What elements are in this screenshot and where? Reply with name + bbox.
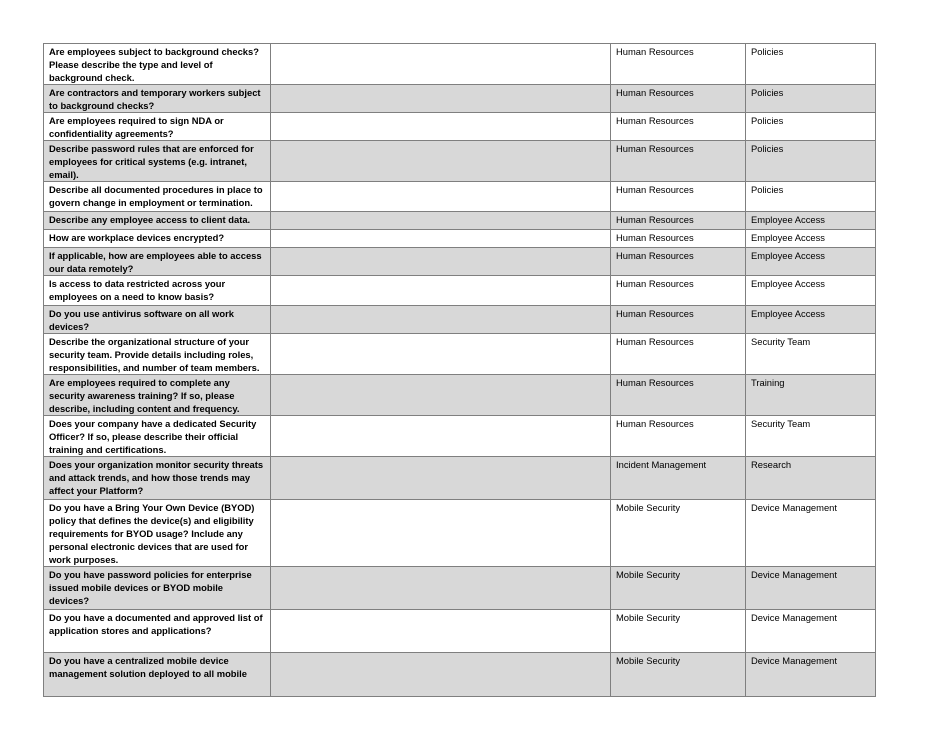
category-cell: Security Team — [746, 416, 876, 457]
answer-cell[interactable] — [271, 567, 611, 610]
question-cell: Do you have a Bring Your Own Device (BYOD) policy that defines the device(s) and eligibility requirements for BYOD usage? Include any personal electronic devices that are used for work purposes. — [44, 500, 271, 567]
table-row — [44, 500, 876, 567]
category-cell: Policies — [746, 141, 876, 182]
area-cell: Human Resources — [611, 248, 746, 276]
table-row — [44, 306, 876, 334]
table-row — [44, 44, 876, 85]
category-cell: Employee Access — [746, 212, 876, 230]
question-cell: Do you have a documented and approved list of application stores and applications? — [44, 610, 271, 653]
answer-cell[interactable] — [271, 375, 611, 416]
category-cell: Employee Access — [746, 276, 876, 306]
question-cell: Do you have a centralized mobile device management solution deployed to all mobile — [44, 653, 271, 697]
question-cell: Are employees required to sign NDA or confidentiality agreements? — [44, 113, 271, 141]
area-cell: Human Resources — [611, 85, 746, 113]
question-cell: Describe the organizational structure of your security team. Provide details including roles, responsibilities, and number of team members. — [44, 334, 271, 375]
area-cell: Human Resources — [611, 306, 746, 334]
answer-cell[interactable] — [271, 113, 611, 141]
question-cell: Do you use antivirus software on all work devices? — [44, 306, 271, 334]
table-row — [44, 653, 876, 697]
answer-cell[interactable] — [271, 334, 611, 375]
category-cell: Security Team — [746, 334, 876, 375]
question-cell: Do you have password policies for enterprise issued mobile devices or BYOD mobile devices? — [44, 567, 271, 610]
area-cell: Human Resources — [611, 230, 746, 248]
answer-cell[interactable] — [271, 306, 611, 334]
area-cell: Mobile Security — [611, 567, 746, 610]
answer-cell[interactable] — [271, 44, 611, 85]
category-cell: Device Management — [746, 500, 876, 567]
area-cell: Human Resources — [611, 44, 746, 85]
table-row — [44, 457, 876, 500]
question-cell: Does your organization monitor security threats and attack trends, and how those trends may affect your Platform? — [44, 457, 271, 500]
category-cell: Device Management — [746, 610, 876, 653]
table-row — [44, 375, 876, 416]
area-cell: Incident Management — [611, 457, 746, 500]
answer-cell[interactable] — [271, 457, 611, 500]
question-cell: Describe password rules that are enforced for employees for critical systems (e.g. intranet, email). — [44, 141, 271, 182]
answer-cell[interactable] — [271, 500, 611, 567]
table-row — [44, 85, 876, 113]
area-cell: Human Resources — [611, 182, 746, 212]
area-cell: Mobile Security — [611, 610, 746, 653]
table-row — [44, 276, 876, 306]
question-cell: Are employees subject to background checks? Please describe the type and level of background check. — [44, 44, 271, 85]
area-cell: Mobile Security — [611, 653, 746, 697]
table-row — [44, 182, 876, 212]
table-row — [44, 567, 876, 610]
answer-cell[interactable] — [271, 141, 611, 182]
answer-cell[interactable] — [271, 276, 611, 306]
question-cell: Describe all documented procedures in place to govern change in employment or termination. — [44, 182, 271, 212]
question-cell: Are employees required to complete any security awareness training? If so, please describe, including content and frequency. — [44, 375, 271, 416]
question-cell: If applicable, how are employees able to access our data remotely? — [44, 248, 271, 276]
category-cell: Employee Access — [746, 306, 876, 334]
table-row — [44, 610, 876, 653]
area-cell: Human Resources — [611, 334, 746, 375]
question-cell: Does your company have a dedicated Security Officer? If so, please describe their official training and certifications. — [44, 416, 271, 457]
category-cell: Employee Access — [746, 248, 876, 276]
table-row — [44, 212, 876, 230]
area-cell: Human Resources — [611, 212, 746, 230]
answer-cell[interactable] — [271, 610, 611, 653]
table-row — [44, 248, 876, 276]
questionnaire-table — [43, 43, 876, 697]
answer-cell[interactable] — [271, 416, 611, 457]
area-cell: Human Resources — [611, 141, 746, 182]
question-cell: Describe any employee access to client data. — [44, 212, 271, 230]
category-cell: Research — [746, 457, 876, 500]
category-cell: Policies — [746, 44, 876, 85]
answer-cell[interactable] — [271, 230, 611, 248]
answer-cell[interactable] — [271, 653, 611, 697]
table-row — [44, 416, 876, 457]
category-cell: Employee Access — [746, 230, 876, 248]
table-row — [44, 230, 876, 248]
category-cell: Training — [746, 375, 876, 416]
question-cell: Are contractors and temporary workers subject to background checks? — [44, 85, 271, 113]
area-cell: Human Resources — [611, 113, 746, 141]
area-cell: Human Resources — [611, 416, 746, 457]
area-cell: Human Resources — [611, 276, 746, 306]
area-cell: Mobile Security — [611, 500, 746, 567]
answer-cell[interactable] — [271, 248, 611, 276]
answer-cell[interactable] — [271, 182, 611, 212]
answer-cell[interactable] — [271, 212, 611, 230]
area-cell: Human Resources — [611, 375, 746, 416]
table-row — [44, 141, 876, 182]
table-row — [44, 334, 876, 375]
question-cell: Is access to data restricted across your employees on a need to know basis? — [44, 276, 271, 306]
category-cell: Policies — [746, 85, 876, 113]
answer-cell[interactable] — [271, 85, 611, 113]
category-cell: Policies — [746, 182, 876, 212]
category-cell: Policies — [746, 113, 876, 141]
category-cell: Device Management — [746, 653, 876, 697]
category-cell: Device Management — [746, 567, 876, 610]
table-row — [44, 113, 876, 141]
question-cell: How are workplace devices encrypted? — [44, 230, 271, 248]
